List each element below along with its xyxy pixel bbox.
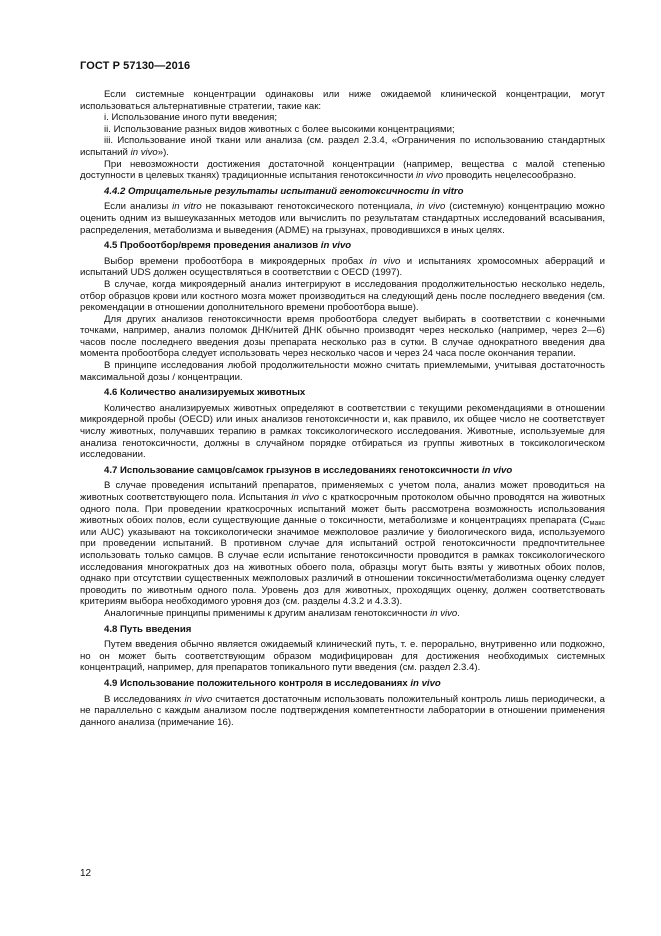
paragraph: Если анализы in vitro не показывают генотоксического потенциала, in vivo (системную) концентрацию можно оценить одним из вышеуказанных методов или вычислить по результатам стандартных исследований всасывания, распределения, метаболизма и выведения (ADME) на грызунах, проводившихся в иных целях. (80, 201, 605, 236)
section-heading-4-7: 4.7 Использование самцов/самок грызунов в исследованиях генотоксичности in vivo (104, 464, 513, 476)
paragraph: Если системные концентрации одинаковы или ниже ожидаемой клинической концентрации, могут использоваться альтернативные стратегии, такие как: (80, 89, 605, 112)
paragraph: Количество анализируемых животных определяют в соответствии с текущими рекомендациями в отношении микроядерной пробы (OECD) или иных анализов генотоксичности и, как правило, их общее число не соответствует числу животных, получавших терапию в рамках токсикологического исследования. Животные, используемые для анализа генотоксичности, должны в случайном порядке отбираться из группы животных в токсикологическом исследовании. (80, 402, 605, 461)
document-header: ГОСТ Р 57130—2016 (80, 60, 191, 72)
section-heading-4-4-2: 4.4.2 Отрицательные результаты испытаний генотоксичности in vitro (104, 185, 464, 197)
section-heading-4-5: 4.5 Пробоотбор/время проведения анализов in vivo (104, 240, 352, 252)
page-number: 12 (80, 868, 92, 879)
paragraph: В исследованиях in vivo считается достаточным использовать положительный контроль лишь периодически, а не параллельно с каждым анализом после подтверждения компетентности лаборатории в отношении применения данного анализа (примечание 16). (80, 693, 606, 728)
paragraph: В случае, когда микроядерный анализ интегрируют в исследования продолжительностью несколько недель, отбор образцов крови или костного мозга может производиться на следующий день после последнего введения (см. рекомендации в отношении дополнительного времени пробоотбора выше). (80, 278, 605, 314)
section-heading-4-8: 4.8 Путь введения (104, 623, 192, 635)
subscript: макс (589, 520, 605, 528)
section-heading-4-6: 4.6 Количество анализируемых животных (104, 387, 306, 399)
paragraph: Путем введения обычно является ожидаемый клинический путь, т. е. перорально, внутривенно или подкожно, но он может быть соответствующим образом модифицирован для достижения необходимых системных концентраций, например, для препаратов топикального пути введения (см. раздел 2.3.4). (80, 639, 605, 674)
section-heading-4-9: 4.9 Использование положительного контроля в исследованиях in vivo (104, 677, 441, 689)
list-item: iii. Использование иной ткани или анализа (см. раздел 2.3.4, «Ограничения по использованию стандартных испытаний in vivo»). (80, 135, 605, 158)
paragraph: Выбор времени пробоотбора в микроядерных пробах in vivo и испытаниях хромосомных аберраций и испытаний UDS должен осуществляться в соответствии с OECD (1997). (80, 255, 605, 279)
paragraph: Для других анализов генотоксичности время пробоотбора следует выбирать в соответствии с конечными точками, например, анализ поломок ДНК/нитей ДНК обычно производят через несколько (например, через 2—6) часов после последнего введения дозы препарата несколько раз в сутки. В случае однократного введения два момента пробоотбора следует использовать через несколько часов и через 24 часа после окончания терапии. (80, 313, 605, 360)
list-item: ii. Использование разных видов животных с более высокими концентрациями; (104, 123, 455, 135)
paragraph: При невозможности достижения достаточной концентрации (например, вещества с малой степенью доступности в целевых тканях) традиционные испытания генотоксичности in vivo проводить нецелесообразно. (80, 158, 605, 182)
paragraph: В принципе исследования любой продолжительности можно считать приемлемыми, учитывая достаточность максимальной дозы / концентрации. (80, 360, 605, 383)
paragraph: Аналогичные принципы применимы к другим анализам генотоксичности in vivo. (104, 607, 460, 619)
paragraph: В случае проведения испытаний препаратов, применяемых с учетом пола, анализ может проводиться на животных соответствующего пола. Испытания in vivo с краткосрочным протоколом обычно проводятся на животных одного пола. При проведении краткосрочных испытаний может быть рассмотрена возможность использования животных обоих полов, если существующие данные о токсичности, метаболизме и концентрациях препарата ($C_{макс}$ или AUC) указывают на токсикологически значимое межполовое различие у биологического вида, используемого при проведении испытаний. В противном случае для испытаний острой генотоксичности предпочтительнее использовать только самцов. В случае если испытание генотоксичности проводится в рамках токсикологического исследования многократных доз на животных обоего пола, образцы могут быть взяты у животных обоих полов, однако при отсутствии существенных межполовых различий в отношении токсичности/метаболизма оценку следует проводить по животным одного пола. Уровень доз для животных, проходящих оценку, должен соответствовать критериям выбора необходимого уровня доз (см. разделы 4.3.2 и 4.3.3). (80, 480, 605, 608)
list-item: i. Использование иного пути введения; (104, 112, 278, 124)
